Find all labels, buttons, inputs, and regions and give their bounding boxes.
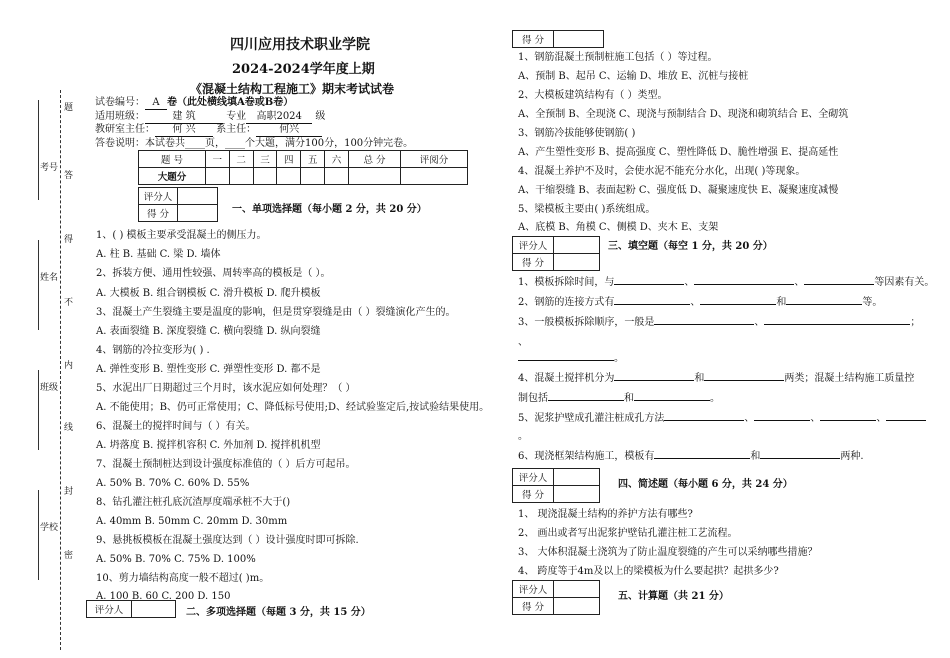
margin-feng: 封 — [64, 487, 74, 497]
grader-label: 评分人 — [513, 581, 554, 598]
score-header-cell: 题 号 — [139, 151, 206, 168]
score-header-cell: 三 — [253, 151, 277, 168]
question-item: 5、水泥出厂日期超过三个月时，该水泥应如何处理？（ ） — [96, 383, 356, 394]
fill-text: 5、泥浆护壁成孔灌注桩成孔方法 — [518, 413, 665, 424]
fill-text: 、 — [744, 413, 755, 424]
binding-line — [60, 90, 61, 650]
question-item: 9、悬挑板模板在混凝土强度达到（ ）设计强度时即可拆除. — [96, 535, 359, 546]
fill-text: 、 — [754, 317, 765, 328]
grader-box-1 — [138, 187, 218, 222]
grader-label: 评分人 — [513, 469, 554, 486]
fill-text: 等。 — [862, 297, 883, 308]
grader-cell[interactable] — [132, 601, 176, 618]
section5-title: 五、计算题（共 21 分） — [618, 591, 729, 602]
exam-title: 《混凝土结构工程施工》期末考试试卷 — [190, 82, 395, 96]
fill-text: 和 — [750, 451, 761, 462]
option-line: A. 100 B. 60 C. 200 D. 150 — [96, 591, 231, 602]
score-cell[interactable] — [301, 168, 325, 185]
dean-label: 系主任： — [216, 124, 257, 135]
question-item: 4、混凝土养护不及时，会使水泥不能充分水化，出现( )等现象。 — [518, 166, 806, 177]
paper-value: A — [145, 96, 167, 110]
grader-cell[interactable] — [178, 188, 218, 205]
score-table — [138, 150, 468, 185]
grader-label: 评分人 — [87, 601, 132, 618]
fill-blank[interactable] — [654, 458, 750, 459]
teacher-value: 何 兴 — [155, 123, 213, 137]
fill-text: 、 — [684, 277, 695, 288]
score-label: 得 分 — [513, 598, 554, 615]
fill-text: 和 — [624, 393, 634, 404]
banji-line — [38, 370, 39, 450]
fill-text: 两种. — [840, 451, 864, 462]
xingming-line — [38, 240, 39, 330]
option-line: A. 弹性变形 B. 塑性变形 C. 弹塑性变形 D. 都不是 — [96, 364, 321, 375]
fill-blank[interactable] — [886, 420, 926, 421]
score-header-cell: 总 分 — [348, 151, 400, 168]
margin-xian: 线 — [64, 423, 74, 433]
question-item: 6、混凝土的搅拌时间与（ ）有关。 — [96, 421, 256, 432]
fill-text: 3、一般模板拆除顺序，一般是 — [518, 317, 655, 328]
fill-text: 4、混凝土搅拌机分为 — [518, 373, 615, 384]
fill-question-3b: 、 — [518, 337, 528, 348]
fill-blank[interactable] — [614, 380, 694, 381]
score-label: 得 分 — [513, 31, 554, 48]
fill-blank[interactable] — [804, 284, 874, 285]
paper-line — [95, 96, 293, 110]
essay-question: 4、 跨度等于4m及以上的梁模板为什么要起拱？起拱多少? — [518, 566, 779, 577]
margin-nei: 内 — [64, 361, 74, 371]
exam-note: 答卷说明：本试卷共____页，____个大题，满分100分，100分钟完卷。 — [95, 138, 414, 149]
xuexiao-line — [38, 490, 39, 580]
fill-text: 和 — [776, 297, 787, 308]
fill-blank[interactable] — [820, 420, 876, 421]
fill-blank[interactable] — [614, 284, 684, 285]
fill-blank[interactable] — [764, 324, 910, 325]
fill-blank[interactable] — [634, 400, 710, 401]
option-line: A、产生塑性变形 B、提高强度 C、塑性降低 D、脆性增强 E、提高延性 — [518, 147, 839, 158]
score-cell[interactable] — [401, 168, 468, 185]
question-item: 7、混凝土预制桩达到设计强度标准值的（ ）后方可起吊。 — [96, 459, 356, 470]
fill-text: 、 — [876, 413, 887, 424]
score-table-header — [139, 151, 468, 168]
fill-text: 2、钢筋的连接方式有 — [518, 297, 615, 308]
grader-box-3 — [512, 236, 600, 271]
fill-blank[interactable] — [664, 420, 744, 421]
fill-blank[interactable] — [654, 324, 754, 325]
section3-title: 三、填空题（每空 1 分，共 20 分） — [608, 241, 773, 252]
score-value-cell[interactable] — [178, 205, 218, 222]
class-value: 建 筑 — [145, 110, 223, 124]
fill-question-6 — [518, 450, 864, 463]
section4-title: 四、简述题（每小题 6 分，共 24 分） — [618, 479, 793, 490]
grader-box-2b — [512, 30, 604, 48]
question-item: 8、钻孔灌注桩孔底沉渣厚度端承桩不大于() — [96, 497, 291, 508]
question-item: 5、梁模板主要由( )系统组成。 — [518, 204, 656, 215]
question-item: 10、剪力墙结构高度一般不超过( )m。 — [96, 573, 270, 584]
score-value-cell[interactable] — [554, 486, 600, 503]
class-line — [95, 110, 325, 124]
score-table-row — [139, 168, 468, 185]
score-header-cell: 评阅分 — [401, 151, 468, 168]
grader-box-4 — [512, 468, 600, 503]
option-line: A. 50% B. 70% C. 60% D. 55% — [96, 478, 250, 489]
fill-text: 。 — [614, 353, 624, 364]
score-cell[interactable] — [325, 168, 349, 185]
margin-xingming: 姓名 — [40, 273, 59, 283]
score-value-cell[interactable] — [554, 31, 604, 48]
kaohao-line — [38, 100, 39, 200]
margin-de: 得 — [64, 235, 74, 245]
option-line: A、底模 B、角模 C、侧模 D、夹木 E、支架 — [518, 222, 719, 233]
score-row-label: 大题分 — [139, 168, 206, 185]
margin-xuexiao: 学校 — [40, 523, 59, 533]
score-header-cell: 四 — [277, 151, 301, 168]
fill-text: 等因素有关。 — [874, 277, 935, 288]
question-item: 2、拆装方便、通用性较强、周转率高的模板是（ ）。 — [96, 268, 331, 279]
fill-question-4b — [518, 392, 720, 405]
essay-question: 2、 画出或者写出泥浆护壁钻孔灌注桩工艺流程。 — [518, 528, 738, 539]
option-line: A. 柱 B. 基础 C. 梁 D. 墙体 — [96, 249, 221, 260]
fill-question-4 — [518, 372, 914, 385]
score-cell[interactable] — [253, 168, 277, 185]
option-line: A. 40mm B. 50mm C. 20mm D. 30mm — [96, 516, 288, 527]
school-name: 四川应用技术职业学院 — [230, 37, 370, 53]
margin-mi: 密 — [64, 551, 74, 561]
margin-banji: 班级 — [40, 383, 59, 393]
fill-text: ； — [910, 317, 921, 328]
fill-blank[interactable] — [614, 304, 690, 305]
score-cell[interactable] — [229, 168, 253, 185]
grader-label: 评分人 — [513, 237, 554, 254]
grade-label: 级 — [315, 111, 326, 122]
fill-question-2 — [518, 296, 882, 309]
margin-kaohao: 考号 — [40, 163, 59, 173]
question-item: 3、混凝土产生裂缝主要是温度的影响，但是贯穿裂缝是由（ ）裂缝演化产生的。 — [96, 307, 456, 318]
fill-question-3 — [518, 316, 920, 329]
option-line: A、预制 B、起吊 C、运输 D、堆放 E、沉桩与接桩 — [518, 71, 749, 82]
dean-value: 何兴 — [256, 123, 322, 137]
section2-title: 二、多项选择题（每题 3 分，共 15 分） — [186, 607, 371, 618]
fill-blank[interactable] — [760, 458, 840, 459]
score-value-cell[interactable] — [554, 598, 600, 615]
fill-blank[interactable] — [548, 400, 624, 401]
fill-text: 1、模板拆除时间，与 — [518, 277, 615, 288]
margin-bu: 不 — [64, 298, 74, 308]
fill-text: 、 — [810, 413, 821, 424]
question-item: 3、钢筋冷拔能够使钢筋( ) — [518, 128, 636, 139]
score-label: 得 分 — [139, 205, 178, 222]
major-value: 高职2024 — [246, 110, 312, 124]
grader-cell[interactable] — [554, 237, 600, 254]
essay-question: 1、 现浇混凝土结构的养护方法有哪些? — [518, 509, 693, 520]
fill-text: 两类；混凝土结构施工质量控 — [784, 373, 915, 384]
option-line: A. 不能使用；B、仍可正常使用；C、降低标号使用;D、经试验鉴定后,按试验结果使用。 — [96, 402, 490, 413]
fill-blank[interactable] — [786, 304, 862, 305]
fill-blank[interactable] — [754, 420, 810, 421]
fill-blank[interactable] — [704, 380, 784, 381]
score-header-cell: 二 — [229, 151, 253, 168]
grader-cell[interactable] — [554, 581, 600, 598]
option-line: A. 大模板 B. 组合钢模板 C. 滑升模板 D. 爬升模板 — [96, 288, 321, 299]
option-line: A、干缩裂缝 B、表面起粉 C、强度低 D、凝聚速度快 E、凝聚速度减慢 — [518, 185, 839, 196]
paper-suffix: 卷（此处横线填A卷或B卷） — [167, 97, 294, 108]
paper-label: 试卷编号： — [95, 97, 145, 108]
grader-cell[interactable] — [554, 469, 600, 486]
option-line: A、全预制 B、全现浇 C、现浇与预制结合 D、现浇和砌筑结合 E、全砌筑 — [518, 109, 849, 120]
option-line: A. 坍落度 B. 搅拌机容积 C. 外加剂 D. 搅拌机机型 — [96, 440, 321, 451]
score-value-cell[interactable] — [554, 254, 600, 271]
teacher-label: 教研室主任： — [95, 124, 155, 135]
score-label: 得 分 — [513, 486, 554, 503]
fill-question-5 — [518, 412, 926, 425]
fill-blank[interactable] — [518, 360, 614, 361]
grader-box-2 — [86, 600, 176, 618]
teacher-line — [95, 123, 322, 137]
question-item: 1、钢筋混凝土预制桩施工包括（ ）等过程。 — [518, 52, 718, 63]
score-header-cell: 六 — [325, 151, 349, 168]
option-line: A. 50% B. 70% C. 75% D. 100% — [96, 554, 256, 565]
score-label: 得 分 — [513, 254, 554, 271]
fill-text: 和 — [694, 373, 705, 384]
major-label: 专业 — [226, 111, 247, 122]
fill-text: 6、现浇框架结构施工，模板有 — [518, 451, 655, 462]
class-label: 适用班级： — [95, 111, 145, 122]
grader-label: 评分人 — [139, 188, 178, 205]
fill-blank[interactable] — [694, 284, 794, 285]
margin-da: 答 — [64, 171, 74, 181]
essay-question: 3、 大体积混凝土浇筑为了防止温度裂缝的产生可以采纳哪些措施？ — [518, 547, 818, 558]
section1-title: 一、单项选择题（每小题 2 分，共 20 分） — [232, 204, 427, 215]
score-cell[interactable] — [277, 168, 301, 185]
score-cell[interactable] — [348, 168, 400, 185]
score-cell[interactable] — [205, 168, 229, 185]
fill-text: 。 — [710, 393, 720, 404]
question-item: 1、( ) 模板主要承受混凝土的侧压力。 — [96, 230, 267, 241]
margin-ti: 题 — [64, 103, 74, 113]
fill-text: 、 — [794, 277, 805, 288]
score-header-cell: 五 — [301, 151, 325, 168]
fill-question-3c — [518, 352, 624, 365]
fill-question-1 — [518, 276, 934, 289]
fill-text: 、 — [690, 297, 701, 308]
fill-blank[interactable] — [700, 304, 776, 305]
question-item: 4、钢筋的冷拉变形为( ) . — [96, 345, 210, 356]
option-line: A. 表面裂缝 B. 深度裂缝 C. 横向裂缝 D. 纵向裂缝 — [96, 326, 321, 337]
question-item: 2、大模板建筑结构有（ ）类型。 — [518, 90, 668, 101]
school-year: 2024-2024学年度上期 — [232, 62, 375, 77]
score-header-cell: 一 — [205, 151, 229, 168]
fill-text: 制包括 — [518, 393, 548, 404]
fill-question-5b: 。 — [518, 431, 528, 442]
grader-box-5 — [512, 580, 600, 615]
